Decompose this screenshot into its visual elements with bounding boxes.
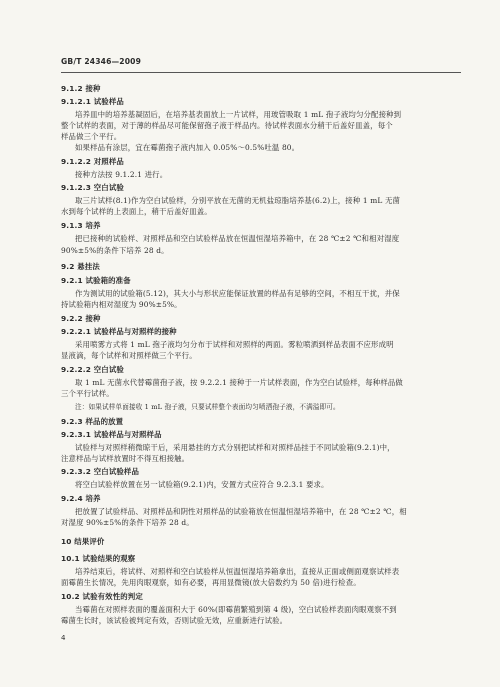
- paragraph-line: 整个试样的表面，对于薄的样品尽可能保留孢子液于样品内。待试样表面水分稍干后盖好皿盖，每个: [61, 121, 393, 130]
- section-heading: 10 结果评价: [61, 537, 105, 546]
- paragraph-line: 样品做三个平行。: [61, 132, 122, 141]
- paragraph-line: 霉菌生长时，该试验被判定有效，否则试验无效，应重新进行试验。: [61, 616, 288, 625]
- paragraph-line: 取三片试样(8.1)作为空白试验样，分别平放在无菌的无机盐琼脂培养基(6.2)上，接种 1 mL 无菌: [75, 196, 401, 205]
- section-heading: 9.2.3 样品的放置: [61, 417, 124, 426]
- standard-number: GB/T 24346—2009: [61, 57, 142, 66]
- paragraph-line: 将空白试验样放置在另一试验箱(9.2.1)内，安置方式应符合 9.2.3.1 要求。: [75, 480, 329, 489]
- section-heading: 9.2.4 培养: [61, 494, 101, 503]
- section-heading: 9.2.1 试验箱的准备: [61, 276, 131, 285]
- section-heading: 9.2.2.1 试验样品与对照样的接种: [61, 327, 177, 336]
- section-heading: 9.1.3 培养: [61, 221, 101, 230]
- paragraph-line: 培养皿中的培养基凝固后，在培养基表面放上一片试样，用玻管吸取 1 mL 孢子液均匀分配接种到: [75, 110, 402, 119]
- section-heading: 10.2 试验有效性的判定: [61, 592, 143, 601]
- paragraph-line: 水到每个试样的上表面上，稍干后盖好皿盖。: [61, 207, 212, 216]
- paragraph-line: 作为测试用的试验箱(5.12)，其大小与形状应能保证放置的样品有足够的空间，不相互干扰，并保: [75, 289, 400, 298]
- section-heading: 9.2.2.2 空白试验: [61, 365, 124, 374]
- paragraph-line: 对湿度 90%±5%的条件下培养 28 d。: [61, 518, 194, 527]
- paragraph-line: 把已接种的试验样、对照样品和空白试验样品放在恒温恒湿培养箱中，在 28 ℃±2 ℃和相对湿度: [75, 234, 400, 243]
- paragraph-line: 面霉菌生长情况，先用肉眼观察，如有必要，再用显微镜(放大倍数约为 50 倍)进行检查。: [61, 578, 361, 587]
- paragraph-line: 三个平行试样。: [61, 389, 114, 398]
- paragraph-line: 当霉菌在对照样表面的覆盖面积大于 60%(即霉菌繁殖到第 4 级)，空白试验样表面肉眼观察不到: [75, 605, 397, 614]
- paragraph-line: 接种方法按 9.1.2.1 进行。: [75, 170, 168, 179]
- paragraph-line: 把放置了试验样品、对照样品和阴性对照样品的试验箱放在恒温恒湿培养箱中，在 28 ℃±2 ℃，相: [75, 507, 407, 516]
- section-heading: 9.2 悬挂法: [61, 262, 100, 271]
- paragraph-line: 90%±5%的条件下培养 28 d。: [61, 246, 169, 255]
- paragraph-line: 培养结束后，将试样、对照样和空白试验样从恒温恒湿培养箱拿出，直接从正面或侧面观察试样表: [75, 567, 400, 576]
- paragraph-line: 注意样品与试样放置时不得互相接触。: [61, 454, 190, 463]
- paragraph-line: 采用喷雾方式将 1 mL 孢子液均匀分布于试样和对照样的两面。雾粒喷洒到样品表面不应形成明: [75, 340, 394, 349]
- section-heading: 9.1.2.2 对照样品: [61, 157, 124, 166]
- section-heading: 10.1 试验结果的观察: [61, 554, 136, 563]
- paragraph-line: 如果样品有涂层，宜在霉菌孢子液内加入 0.05%～0.5%吐温 80。: [75, 143, 300, 152]
- paragraph-line: 显液滴，每个试样和对照样做三个平行。: [61, 351, 197, 360]
- section-heading: 9.2.3.2 空白试验样品: [61, 467, 140, 476]
- header-rule: [61, 72, 461, 73]
- note-line: 注：如果试样单面接收 1 mL 孢子液，只要试样整个表面均匀喷洒孢子液，不满溢即可。: [75, 403, 340, 411]
- section-heading: 9.2.2 接种: [61, 314, 101, 323]
- paragraph-line: 持试验箱内相对湿度为 90%±5%。: [61, 300, 182, 309]
- page-number: 4: [61, 634, 66, 642]
- section-heading: 9.1.2.3 空白试验: [61, 183, 124, 192]
- section-heading: 9.1.2 接种: [61, 84, 101, 93]
- paragraph-line: 试验样与对照样稍微晾干后，采用悬挂的方式分别把试样和对照样品挂于不同试验箱(9.2.1)中，: [75, 443, 395, 452]
- section-heading: 9.2.3.1 试验样品与对照样品: [61, 430, 162, 439]
- section-heading: 9.1.2.1 试验样品: [61, 97, 124, 106]
- paragraph-line: 取 1 mL 无菌水代替霉菌孢子液，按 9.2.2.1 接种于一片试样表面，作为空白试验样，每种样品做: [75, 378, 403, 387]
